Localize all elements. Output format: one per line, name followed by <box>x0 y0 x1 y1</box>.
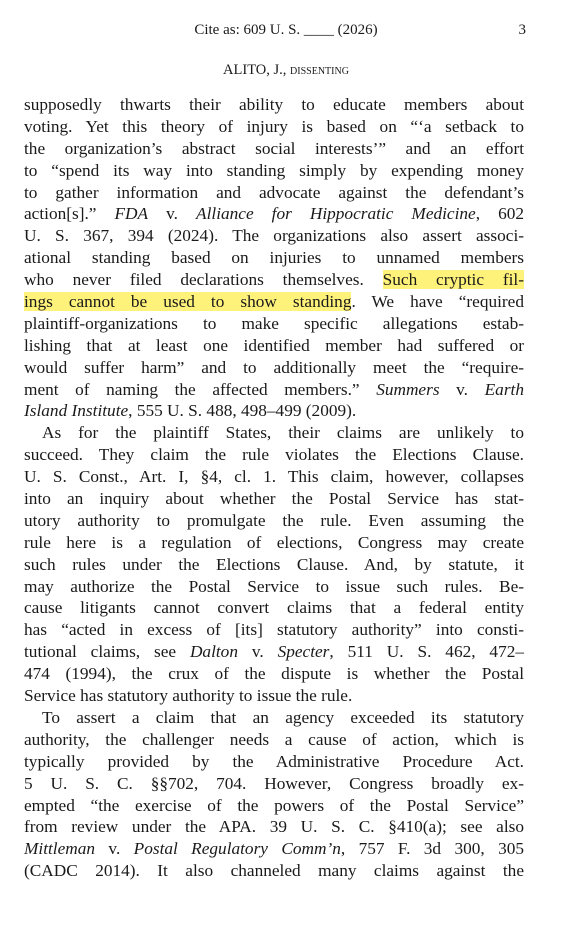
case-name-italic: Mittleman <box>24 839 96 859</box>
text-line: tutional claims, see Dalton v. Specter, 511 U. S. 462, 472– <box>24 642 524 662</box>
text-line: 474 (1994), the crux of the dispute is whether the Postal <box>24 664 524 684</box>
text-line: cause litigants cannot convert claims that a federal entity <box>24 598 524 618</box>
page-number: 3 <box>518 22 526 38</box>
text-line: Island Institute, 555 U. S. 488, 498–499 (2009). <box>24 401 357 421</box>
text-line: to “spend its way into standing simply by expending money <box>24 160 524 180</box>
text-line: may authorize the Postal Service to issue such rules. Be- <box>24 576 524 596</box>
running-header <box>0 20 572 42</box>
text-line: ment of naming the affected members.” Summers v. Earth <box>24 379 524 399</box>
case-name-italic: Alliance for Hippocratic Medicine <box>196 204 476 224</box>
text-line: ational standing based on injuries to unnamed members <box>24 248 524 268</box>
text-line: rule here is a regulation of elections, Congress may create <box>24 532 524 552</box>
text-line: Mittleman v. Postal Regulatory Comm’n, 757 F. 3d 300, 305 <box>24 839 524 859</box>
paragraph-start: As for the plaintiff States, their claims are unlikely to <box>42 423 524 443</box>
text-line: from review under the APA. 39 U. S. C. §410(a); see also <box>24 817 524 837</box>
author-line: ALITO, J., dissenting <box>223 62 349 78</box>
text-line: 5 U. S. C. §§702, 704. However, Congress broadly ex- <box>24 773 524 793</box>
paragraph-start: To assert a claim that an agency exceeded its statutory <box>42 707 524 727</box>
case-name-italic: Summers <box>376 379 440 399</box>
text-line: would suffer harm” and to additionally meet the “require- <box>24 357 524 377</box>
text-line: ings cannot be used to show standing. We have “required <box>24 292 524 312</box>
text-line: Service has statutory authority to issue the rule. <box>24 686 353 706</box>
text-line: who never filed declarations themselves. Such cryptic fil- <box>24 270 524 290</box>
citation-header: Cite as: 609 U. S. ____ (2026) <box>194 22 378 38</box>
text-line: succeed. They claim the rule violates the Elections Clause. <box>24 445 524 465</box>
text-line: utory authority to promulgate the rule. Even assuming the <box>24 510 524 530</box>
text-line: U. S. Const., Art. I, §4, cl. 1. This claim, however, collapses <box>24 467 524 487</box>
case-name-italic: Earth <box>484 379 524 399</box>
text-line: into an inquiry about whether the Postal Service has stat- <box>24 489 524 509</box>
text-line: to gather information and advocate against the defendant’s <box>24 182 524 202</box>
case-name-italic: Island Institute <box>24 401 129 421</box>
text-line: empted “the exercise of the powers of the Postal Service” <box>24 795 524 815</box>
opinion-body <box>24 94 524 882</box>
case-name-italic: Dalton <box>189 642 238 662</box>
text-line: lishing that at least one identified member had suffered or <box>24 335 524 355</box>
case-name-italic: Specter <box>277 642 330 662</box>
case-name-italic: Postal Regulatory Comm’n <box>133 839 341 859</box>
case-name-italic: FDA <box>114 204 149 224</box>
highlighted-text: Such cryptic fil- <box>382 270 524 290</box>
text-line: typically provided by the Administrative Procedure Act. <box>24 751 524 771</box>
text-line: plaintiff-organizations to make specific allegations estab- <box>24 313 524 333</box>
text-line: the organization’s abstract social interests’” and an effort <box>24 138 524 158</box>
highlighted-text: ings cannot be used to show standing <box>24 292 352 312</box>
text-line: U. S. 367, 394 (2024). The organizations also assert associ- <box>24 226 524 246</box>
text-line: authority, the challenger needs a cause of action, which is <box>24 729 524 749</box>
text-line: has “acted in excess of [its] statutory authority” into consti- <box>24 620 524 640</box>
text-line: supposedly thwarts their ability to educate members about <box>24 95 524 114</box>
text-line: voting. Yet this theory of injury is based on “‘a setback to <box>24 116 524 136</box>
text-line: action[s].” FDA v. Alliance for Hippocratic Medicine, 602 <box>24 204 525 224</box>
text-line: such rules under the Elections Clause. And, by statute, it <box>24 554 524 574</box>
text-line: (CADC 2014). It also channeled many claims against the <box>24 861 524 881</box>
